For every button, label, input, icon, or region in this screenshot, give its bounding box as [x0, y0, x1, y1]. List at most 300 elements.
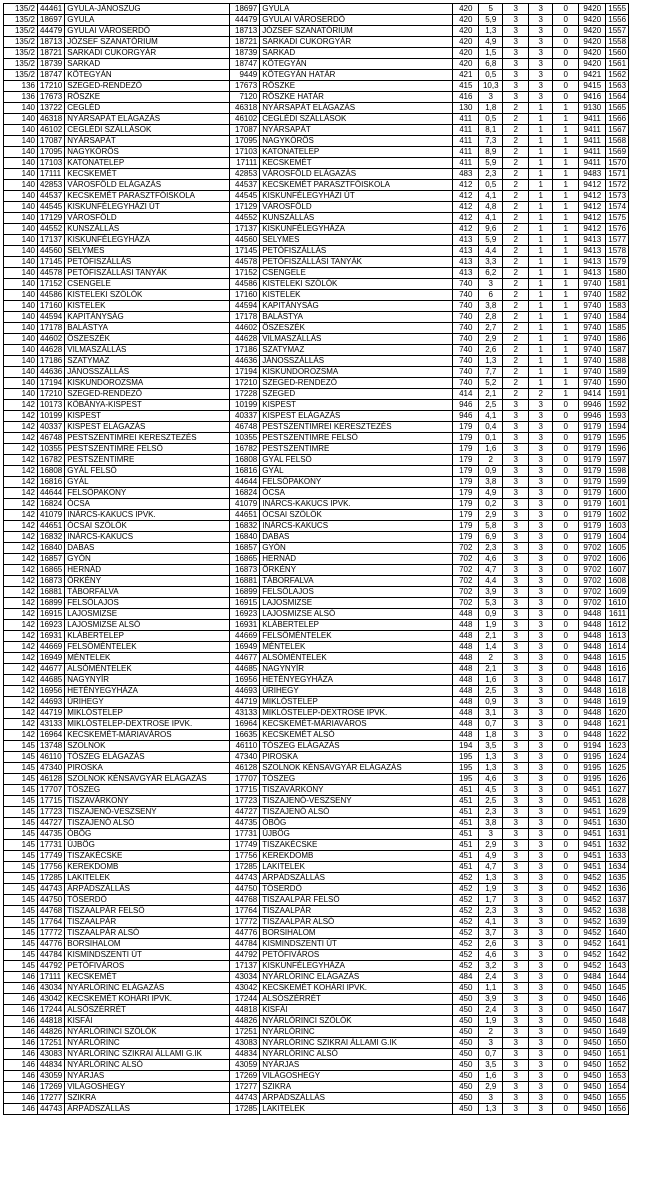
value-cell: 179	[453, 532, 479, 543]
code-cell: 9452	[579, 906, 606, 917]
value-cell: 3	[503, 488, 529, 499]
code-cell: 9740	[579, 290, 606, 301]
from-code-cell: 17137	[38, 235, 65, 246]
from-name-cell: NYÁRLŐRINC ALSÓ	[65, 1060, 230, 1071]
code-cell: 9452	[579, 917, 606, 928]
from-code-cell: 44826	[38, 1027, 65, 1038]
value-cell: 2	[503, 378, 529, 389]
to-code-cell: 44602	[230, 323, 260, 334]
code-cell: 9412	[579, 191, 606, 202]
to-name-cell: VILMASZÁLLÁS	[260, 334, 453, 345]
line-cell: 145	[4, 862, 38, 873]
value-cell: 2	[503, 147, 529, 158]
distance-cell: 5,9	[479, 15, 503, 26]
value-cell: 448	[453, 686, 479, 697]
line-cell: 140	[4, 147, 38, 158]
value-cell: 1	[553, 213, 579, 224]
code-cell: 9452	[579, 950, 606, 961]
value-cell: 3	[529, 1005, 553, 1016]
line-cell: 142	[4, 686, 38, 697]
to-name-cell: KISTELEKI SZŐLŐK	[260, 279, 453, 290]
id-cell: 1574	[606, 202, 629, 213]
line-cell: 142	[4, 620, 38, 631]
to-name-cell: NYÁRJAS	[260, 1060, 453, 1071]
distance-cell: 4,4	[479, 576, 503, 587]
from-name-cell: KECSKEMÉT PARASZTFŐISKOLA	[65, 191, 230, 202]
value-cell: 2	[529, 389, 553, 400]
from-code-cell: 44628	[38, 345, 65, 356]
from-code-cell: 16964	[38, 730, 65, 741]
code-cell: 9413	[579, 268, 606, 279]
to-name-cell: CEGLÉDI SZÁLLÁSOK	[260, 114, 453, 125]
from-code-cell: 17764	[38, 917, 65, 928]
line-cell: 140	[4, 224, 38, 235]
id-cell: 1560	[606, 48, 629, 59]
to-code-cell: 17756	[230, 851, 260, 862]
to-name-cell: KISKUNFÉLEGYHÁZA	[260, 961, 453, 972]
line-cell: 145	[4, 829, 38, 840]
id-cell: 1608	[606, 576, 629, 587]
value-cell: 1	[529, 136, 553, 147]
value-cell: 195	[453, 774, 479, 785]
from-name-cell: KISPEST ELÁGAZÁS	[65, 422, 230, 433]
value-cell: 0	[553, 26, 579, 37]
distance-cell: 2,6	[479, 345, 503, 356]
line-cell: 135/2	[4, 4, 38, 15]
distance-cell: 1,3	[479, 1104, 503, 1115]
distance-cell: 2,4	[479, 972, 503, 983]
line-cell: 145	[4, 884, 38, 895]
line-cell: 142	[4, 532, 38, 543]
code-cell: 9740	[579, 345, 606, 356]
from-code-cell: 46110	[38, 752, 65, 763]
from-code-cell: 17723	[38, 807, 65, 818]
table-row	[4, 741, 629, 752]
to-name-cell: ÚJBÖG	[260, 829, 453, 840]
line-cell: 140	[4, 378, 38, 389]
from-code-cell: 18721	[38, 48, 65, 59]
value-cell: 420	[453, 4, 479, 15]
line-cell: 140	[4, 323, 38, 334]
value-cell: 1	[553, 246, 579, 257]
table-row	[4, 521, 629, 532]
value-cell: 2	[503, 213, 529, 224]
distance-cell: 0,5	[479, 70, 503, 81]
table-row	[4, 708, 629, 719]
to-code-cell: 16857	[230, 543, 260, 554]
value-cell: 3	[529, 15, 553, 26]
from-name-cell: KISFÁI	[65, 1016, 230, 1027]
from-code-cell: 44545	[38, 202, 65, 213]
code-cell: 9179	[579, 510, 606, 521]
from-name-cell: KECSKEMÉT KOHÁRI IPVK.	[65, 994, 230, 1005]
distance-cell: 4,1	[479, 411, 503, 422]
id-cell: 1611	[606, 609, 629, 620]
value-cell: 0	[553, 554, 579, 565]
value-cell: 3	[529, 543, 553, 554]
distance-cell: 9,6	[479, 224, 503, 235]
from-name-cell: LAKITELEK	[65, 873, 230, 884]
id-cell: 1588	[606, 356, 629, 367]
distance-cell: 5	[479, 4, 503, 15]
value-cell: 3	[503, 565, 529, 576]
from-code-cell: 44735	[38, 829, 65, 840]
code-cell: 9740	[579, 301, 606, 312]
value-cell: 1	[529, 356, 553, 367]
from-name-cell: KISMINDSZENTI ÚT	[65, 950, 230, 961]
code-cell: 9702	[579, 587, 606, 598]
from-code-cell: 18697	[38, 15, 65, 26]
table-row	[4, 554, 629, 565]
to-code-cell: 18739	[230, 48, 260, 59]
value-cell: 702	[453, 598, 479, 609]
table-row	[4, 92, 629, 103]
from-code-cell: 17095	[38, 147, 65, 158]
to-name-cell: MIKLÓSTELEP	[260, 697, 453, 708]
value-cell: 3	[503, 59, 529, 70]
table-row	[4, 1093, 629, 1104]
value-cell: 3	[503, 1016, 529, 1027]
from-code-cell: 17160	[38, 301, 65, 312]
to-code-cell: 16964	[230, 719, 260, 730]
value-cell: 3	[503, 994, 529, 1005]
from-code-cell: 44834	[38, 1060, 65, 1071]
id-cell: 1609	[606, 587, 629, 598]
id-cell: 1589	[606, 367, 629, 378]
value-cell: 0	[553, 906, 579, 917]
to-code-cell: 44651	[230, 510, 260, 521]
id-cell: 1579	[606, 257, 629, 268]
code-cell: 9413	[579, 257, 606, 268]
code-cell: 9448	[579, 719, 606, 730]
from-name-cell: TISZAJENŐ ALSÓ	[65, 818, 230, 829]
from-code-cell: 16857	[38, 554, 65, 565]
to-name-cell: HETÉNYEGYHÁZA	[260, 675, 453, 686]
distance-cell: 2	[479, 1027, 503, 1038]
to-code-cell: 46110	[230, 741, 260, 752]
value-cell: 3	[503, 433, 529, 444]
value-cell: 179	[453, 455, 479, 466]
value-cell: 3	[529, 48, 553, 59]
value-cell: 451	[453, 862, 479, 873]
to-code-cell: 44792	[230, 950, 260, 961]
from-name-cell: SZIKRA	[65, 1093, 230, 1104]
code-cell: 9450	[579, 1027, 606, 1038]
value-cell: 0	[553, 829, 579, 840]
to-name-cell: SARKAD	[260, 48, 453, 59]
value-cell: 420	[453, 48, 479, 59]
value-cell: 3	[529, 873, 553, 884]
distance-cell: 3	[479, 829, 503, 840]
value-cell: 946	[453, 411, 479, 422]
to-code-cell: 17152	[230, 268, 260, 279]
from-name-cell: SZEGED-RENDEZŐ	[65, 389, 230, 400]
distance-cell: 6,9	[479, 532, 503, 543]
value-cell: 0	[553, 433, 579, 444]
distance-cell: 4,7	[479, 862, 503, 873]
code-cell: 9195	[579, 774, 606, 785]
value-cell: 195	[453, 752, 479, 763]
table-row	[4, 895, 629, 906]
to-code-cell: 16881	[230, 576, 260, 587]
distance-cell: 4,1	[479, 213, 503, 224]
value-cell: 3	[529, 1027, 553, 1038]
value-cell: 3	[503, 455, 529, 466]
code-cell: 9420	[579, 26, 606, 37]
code-cell: 9130	[579, 103, 606, 114]
value-cell: 179	[453, 499, 479, 510]
to-name-cell: ÓCSAI SZŐLŐK	[260, 510, 453, 521]
to-name-cell: NYÁRLŐRINC SZIKRAI ÁLLAMI G.IK	[260, 1038, 453, 1049]
value-cell: 2	[503, 158, 529, 169]
distance-cell: 3,5	[479, 1060, 503, 1071]
value-cell: 3	[529, 796, 553, 807]
code-cell: 9411	[579, 147, 606, 158]
id-cell: 1587	[606, 345, 629, 356]
code-cell: 9194	[579, 741, 606, 752]
value-cell: 3	[503, 917, 529, 928]
code-cell: 9179	[579, 477, 606, 488]
value-cell: 3	[529, 939, 553, 950]
distance-cell: 4,6	[479, 950, 503, 961]
to-name-cell: KECSKEMÉT	[260, 158, 453, 169]
distance-cell: 0,9	[479, 697, 503, 708]
distance-cell: 6,8	[479, 59, 503, 70]
to-name-cell: TISZAALPÁR	[260, 906, 453, 917]
code-cell: 9702	[579, 554, 606, 565]
id-cell: 1634	[606, 862, 629, 873]
value-cell: 1	[529, 169, 553, 180]
table-row	[4, 257, 629, 268]
value-cell: 946	[453, 400, 479, 411]
code-cell: 9195	[579, 752, 606, 763]
value-cell: 0	[553, 840, 579, 851]
from-name-cell: KISPEST	[65, 411, 230, 422]
to-code-cell: 16832	[230, 521, 260, 532]
value-cell: 3	[529, 521, 553, 532]
code-cell: 9411	[579, 158, 606, 169]
to-code-cell: 44537	[230, 180, 260, 191]
value-cell: 194	[453, 741, 479, 752]
value-cell: 0	[553, 59, 579, 70]
from-code-cell: 44669	[38, 642, 65, 653]
id-cell: 1644	[606, 972, 629, 983]
to-code-cell: 17715	[230, 785, 260, 796]
line-cell: 140	[4, 301, 38, 312]
line-cell: 142	[4, 433, 38, 444]
value-cell: 0	[553, 598, 579, 609]
from-code-cell: 43133	[38, 719, 65, 730]
code-cell: 9451	[579, 851, 606, 862]
distance-cell: 1,3	[479, 752, 503, 763]
to-code-cell: 17160	[230, 290, 260, 301]
value-cell: 450	[453, 1060, 479, 1071]
value-cell: 448	[453, 631, 479, 642]
value-cell: 2	[503, 290, 529, 301]
value-cell: 1	[529, 147, 553, 158]
value-cell: 1	[529, 224, 553, 235]
to-code-cell: 17095	[230, 136, 260, 147]
to-name-cell: ÚRIHEGY	[260, 686, 453, 697]
line-cell: 142	[4, 675, 38, 686]
line-cell: 140	[4, 345, 38, 356]
value-cell: 3	[503, 26, 529, 37]
line-cell: 140	[4, 169, 38, 180]
value-cell: 1	[553, 334, 579, 345]
value-cell: 3	[529, 444, 553, 455]
value-cell: 702	[453, 576, 479, 587]
to-code-cell: 16865	[230, 554, 260, 565]
table-row	[4, 301, 629, 312]
to-name-cell: INÁRCS-KAKUCS IPVK.	[260, 499, 453, 510]
value-cell: 421	[453, 70, 479, 81]
value-cell: 0	[553, 70, 579, 81]
code-cell: 9411	[579, 114, 606, 125]
value-cell: 1	[529, 246, 553, 257]
to-name-cell: ÖSZESZÉK	[260, 323, 453, 334]
distance-cell: 0,1	[479, 433, 503, 444]
code-cell: 9450	[579, 1049, 606, 1060]
table-row	[4, 1049, 629, 1060]
value-cell: 448	[453, 664, 479, 675]
value-cell: 1	[553, 356, 579, 367]
to-code-cell: 44669	[230, 631, 260, 642]
from-name-cell: CEGLÉD	[65, 103, 230, 114]
line-cell: 135/2	[4, 26, 38, 37]
from-name-cell: HERNÁD	[65, 565, 230, 576]
to-code-cell: 17244	[230, 994, 260, 1005]
value-cell: 3	[529, 1104, 553, 1115]
from-code-cell: 44693	[38, 697, 65, 708]
to-name-cell: PESTSZENTIMRE	[260, 444, 453, 455]
to-name-cell: DABAS	[260, 532, 453, 543]
to-name-cell: KUNSZÁLLÁS	[260, 213, 453, 224]
distance-cell: 4,5	[479, 785, 503, 796]
table-row	[4, 279, 629, 290]
code-cell: 9702	[579, 565, 606, 576]
value-cell: 452	[453, 961, 479, 972]
value-cell: 1	[553, 180, 579, 191]
table-row	[4, 939, 629, 950]
from-code-cell: 17673	[38, 92, 65, 103]
to-name-cell: KISTELEK	[260, 290, 453, 301]
value-cell: 1	[529, 312, 553, 323]
from-name-cell: KISTELEKI SZŐLŐK	[65, 290, 230, 301]
to-name-cell: GYÓN	[260, 543, 453, 554]
to-code-cell: 40337	[230, 411, 260, 422]
value-cell: 1	[553, 202, 579, 213]
distance-cell: 3,2	[479, 961, 503, 972]
from-code-cell: 46318	[38, 114, 65, 125]
value-cell: 1	[553, 125, 579, 136]
value-cell: 0	[553, 1104, 579, 1115]
from-name-cell: RÖSZKE	[65, 92, 230, 103]
value-cell: 450	[453, 1038, 479, 1049]
value-cell: 0	[553, 48, 579, 59]
to-name-cell: NAGYKŐRÖS	[260, 136, 453, 147]
value-cell: 2	[503, 323, 529, 334]
from-name-cell: SZOLNOK KÉNSAVGYÁR ELÁGAZÁS	[65, 774, 230, 785]
from-code-cell: 43034	[38, 983, 65, 994]
value-cell: 0	[553, 708, 579, 719]
line-cell: 145	[4, 851, 38, 862]
from-code-cell: 10199	[38, 411, 65, 422]
id-cell: 1651	[606, 1049, 629, 1060]
distance-cell: 0,2	[479, 499, 503, 510]
table-row	[4, 1104, 629, 1115]
value-cell: 3	[529, 554, 553, 565]
value-cell: 179	[453, 433, 479, 444]
to-code-cell: 7120	[230, 92, 260, 103]
value-cell: 420	[453, 59, 479, 70]
id-cell: 1604	[606, 532, 629, 543]
value-cell: 1	[529, 180, 553, 191]
value-cell: 3	[503, 719, 529, 730]
value-cell: 3	[529, 433, 553, 444]
code-cell: 9740	[579, 312, 606, 323]
value-cell: 3	[529, 400, 553, 411]
to-name-cell: TÓSZEG	[260, 774, 453, 785]
from-code-cell: 17251	[38, 1038, 65, 1049]
value-cell: 3	[503, 840, 529, 851]
value-cell: 3	[503, 587, 529, 598]
value-cell: 1	[529, 378, 553, 389]
value-cell: 1	[553, 158, 579, 169]
code-cell: 9452	[579, 873, 606, 884]
to-code-cell: 17749	[230, 840, 260, 851]
code-cell: 9702	[579, 543, 606, 554]
line-cell: 142	[4, 411, 38, 422]
code-cell: 9413	[579, 235, 606, 246]
value-cell: 1	[553, 279, 579, 290]
to-code-cell: 16816	[230, 466, 260, 477]
line-cell: 145	[4, 763, 38, 774]
id-cell: 1558	[606, 37, 629, 48]
value-cell: 3	[503, 741, 529, 752]
code-cell: 9179	[579, 532, 606, 543]
from-name-cell: TISZAALPÁR FELSŐ	[65, 906, 230, 917]
id-cell: 1572	[606, 180, 629, 191]
distance-cell: 0,9	[479, 609, 503, 620]
to-name-cell: PIROSKA	[260, 752, 453, 763]
table-row	[4, 609, 629, 620]
value-cell: 3	[503, 906, 529, 917]
table-body	[4, 4, 629, 1115]
to-name-cell: KISPEST	[260, 400, 453, 411]
value-cell: 1	[553, 345, 579, 356]
distance-cell: 4,7	[479, 565, 503, 576]
value-cell: 3	[529, 851, 553, 862]
from-code-cell: 17178	[38, 323, 65, 334]
from-name-cell: INÁRCS-KAKUCS IPVK.	[65, 510, 230, 521]
to-name-cell: PETŐFISZÁLLÁS	[260, 246, 453, 257]
code-cell: 9411	[579, 136, 606, 147]
to-code-cell: 44768	[230, 895, 260, 906]
line-cell: 146	[4, 972, 38, 983]
table-row	[4, 697, 629, 708]
value-cell: 483	[453, 169, 479, 180]
code-cell: 9448	[579, 686, 606, 697]
from-name-cell: GYULA	[65, 15, 230, 26]
value-cell: 0	[553, 675, 579, 686]
to-code-cell: 43059	[230, 1060, 260, 1071]
from-name-cell: KATONATELEP	[65, 158, 230, 169]
to-code-cell: 46748	[230, 422, 260, 433]
id-cell: 1597	[606, 455, 629, 466]
from-name-cell: KISTELEK	[65, 301, 230, 312]
value-cell: 3	[503, 466, 529, 477]
value-cell: 740	[453, 345, 479, 356]
